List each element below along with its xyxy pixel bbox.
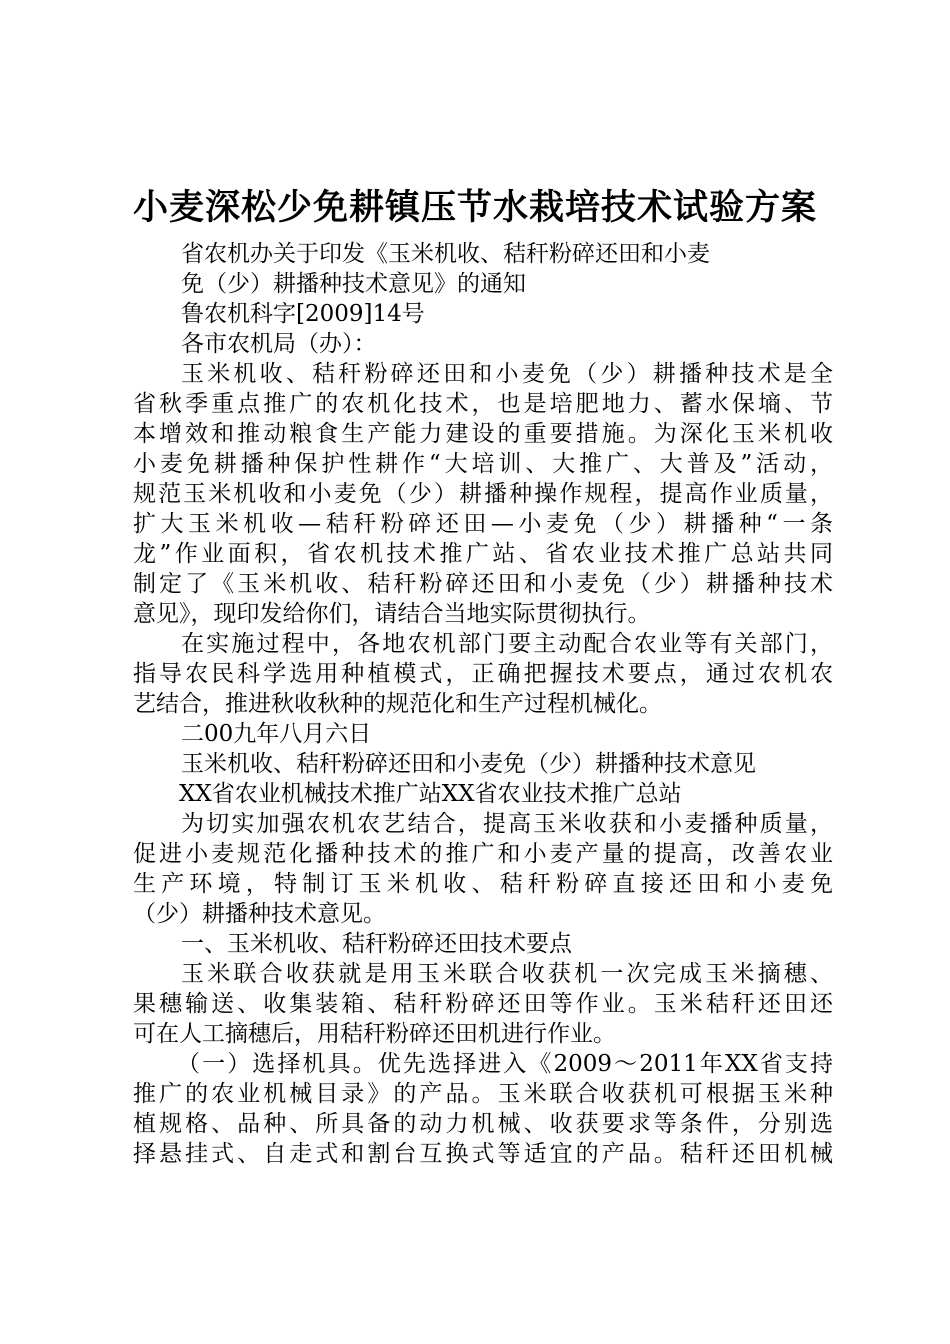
paragraph-line: 小麦免耕播种保护性耕作“大培训、大推广、大普及”活动， (133, 451, 833, 477)
document-title: 小麦深松少免耕镇压节水栽培技术试验方案 (132, 187, 817, 228)
paragraph-line: 果穗输送、收集装箱、秸秆粉碎还田等作业。玉米秸秆还田还 (133, 991, 833, 1017)
notice-title-line-1: 省农机办关于印发《玉米机收、秸秆粉碎还田和小麦 (181, 241, 710, 267)
addressee: 各市农机局（办）： (181, 331, 377, 357)
document-number: 鲁农机科字[2009]14号 (181, 301, 425, 327)
paragraph-line: 为切实加强农机农艺结合，提高玉米收获和小麦播种质量， (181, 811, 833, 837)
paragraph-line: 艺结合，推进秋收秋种的规范化和生产过程机械化。 (133, 691, 662, 717)
paragraph-line: 可在人工摘穗后，用秸秆粉碎还田机进行作业。 (133, 1021, 616, 1047)
paragraph-line: 促进小麦规范化播种技术的推广和小麦产量的提高，改善农业 (133, 841, 833, 867)
paragraph-line: 意见》，现印发给你们，请结合当地实际贯彻执行。 (133, 601, 651, 627)
paragraph-line: 推广的农业机械目录》的产品。玉米联合收获机可根据玉米种 (133, 1081, 833, 1107)
subsection-heading: 一、玉米机收、秸秆粉碎还田技术要点 (181, 931, 572, 957)
paragraph-line: 省秋季重点推广的农机化技术，也是培肥地力、蓄水保墒、节 (133, 391, 833, 417)
paragraph-line: 玉米联合收获就是用玉米联合收获机一次完成玉米摘穗、 (181, 961, 833, 987)
paragraph-line: 植规格、品种、所具备的动力机械、收获要求等条件，分别选 (133, 1111, 833, 1137)
issuing-organizations: XX省农业机械技术推广站XX省农业技术推广总站 (179, 781, 682, 807)
paragraph-line: 择悬挂式、自走式和割台互换式等适宜的产品。秸秆还田机械 (133, 1141, 833, 1167)
paragraph-line: 扩大玉米机收—秸秆粉碎还田—小麦免（少）耕播种“一条 (133, 511, 833, 537)
paragraph-line: 规范玉米机收和小麦免（少）耕播种操作规程，提高作业质量， (133, 481, 833, 507)
paragraph-line: （少）耕播种技术意见。 (133, 901, 386, 927)
paragraph-line: 指导农民科学选用种植模式，正确把握技术要点，通过农机农 (133, 661, 833, 687)
issue-date: 二00九年八月六日 (181, 721, 372, 747)
paragraph-line: （一）选择机具。优先选择进入《2009～2011年XX省支持 (177, 1051, 833, 1077)
paragraph-line: 本增效和推动粮食生产能力建设的重要措施。为深化玉米机收 (133, 421, 833, 447)
section-heading: 玉米机收、秸秆粉碎还田和小麦免（少）耕播种技术意见 (181, 751, 756, 777)
paragraph-line: 玉米机收、秸秆粉碎还田和小麦免（少）耕播种技术是全 (181, 361, 833, 387)
notice-title-line-2: 免（少）耕播种技术意见》的通知 (181, 271, 526, 297)
paragraph-line: 制定了《玉米机收、秸秆粉碎还田和小麦免（少）耕播种技术 (133, 571, 833, 597)
paragraph-line: 生产环境，特制订玉米机收、秸秆粉碎直接还田和小麦免 (133, 871, 833, 897)
paragraph-line: 在实施过程中，各地农机部门要主动配合农业等有关部门， (181, 631, 833, 657)
paragraph-line: 龙”作业面积，省农机技术推广站、省农业技术推广总站共同 (133, 541, 833, 567)
